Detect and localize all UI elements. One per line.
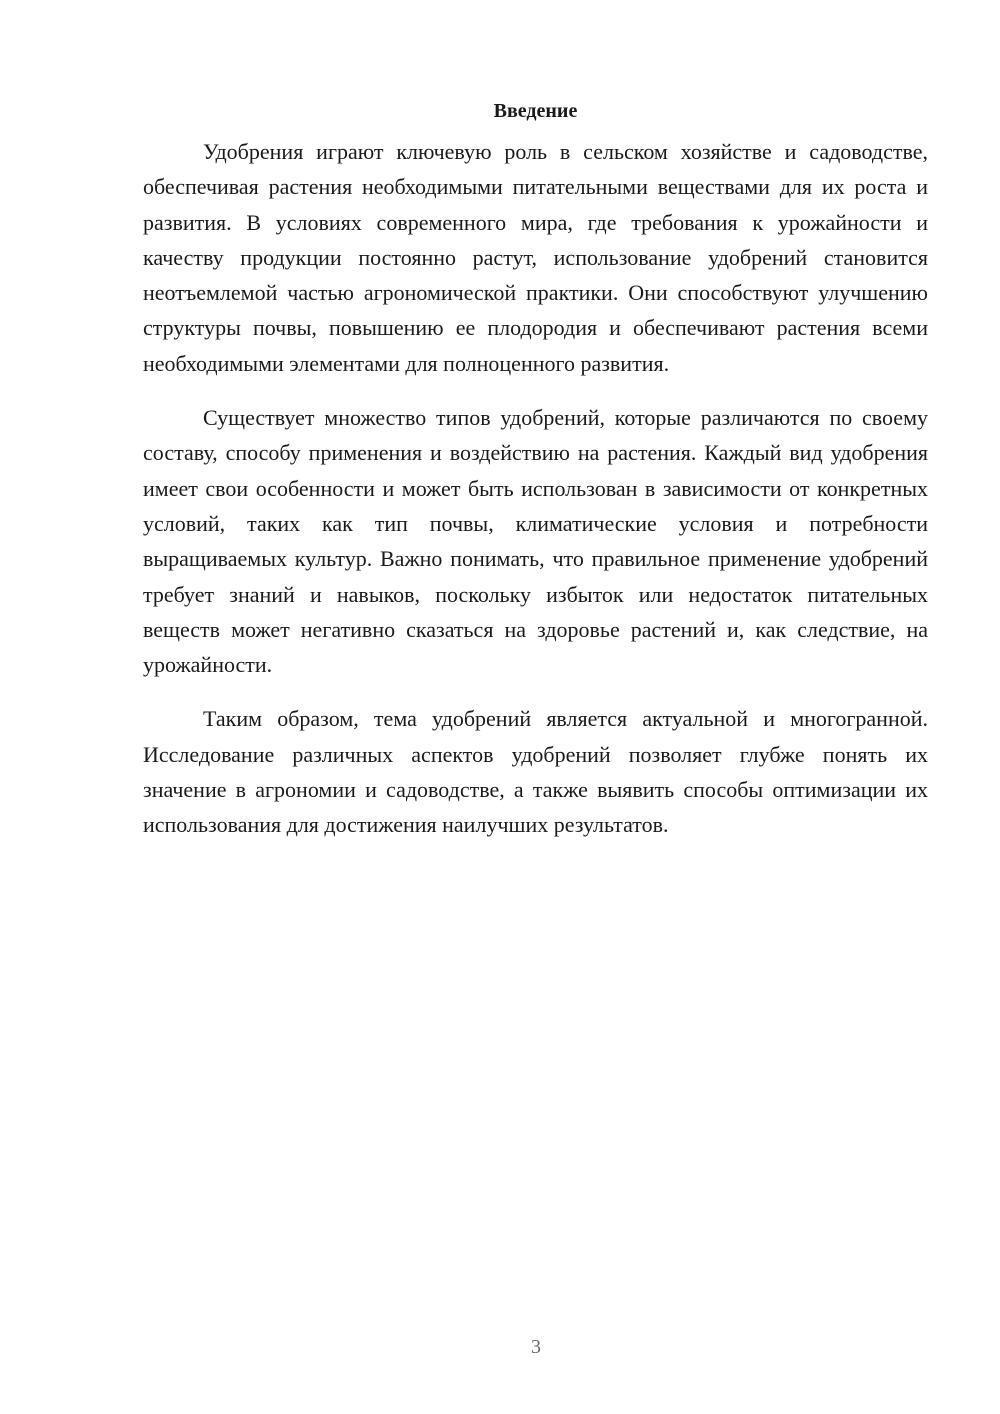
page-content	[143, 97, 928, 862]
paragraph-2: Существует множество типов удобрений, которые различаются по своему составу, способу применения и воздействию на растения. Каждый вид удобрения имеет свои особенности и может быть использован в зависимости от конкретных условий, таких как тип почвы, климатические условия и потребности выращиваемых культур. Важно понимать, что правильное применение удобрений требует знаний и навыков, поскольку избыток или недостаток питательных веществ может негативно сказаться на здоровье растений и, как следствие, на урожайности.	[143, 405, 928, 678]
page-number: 3	[531, 1336, 541, 1358]
section-heading: Введение	[493, 100, 578, 122]
paragraph-3: Таким образом, тема удобрений является актуальной и многогранной. Исследование различных аспектов удобрений позволяет глубже понять их значение в агрономии и садоводстве, а также выявить способы оптимизации их использования для достижения наилучших результатов.	[143, 706, 928, 838]
paragraph-1: Удобрения играют ключевую роль в сельском хозяйстве и садоводстве, обеспечивая растения необходимыми питательными веществами для их роста и развития. В условиях современного мира, где требования к урожайности и качеству продукции постоянно растут, использование удобрений становится неотъемлемой частью агрономической практики. Они способствуют улучшению структуры почвы, повышению ее плодородия и обеспечивают растения всеми необходимыми элементами для полноценного развития.	[143, 139, 928, 376]
